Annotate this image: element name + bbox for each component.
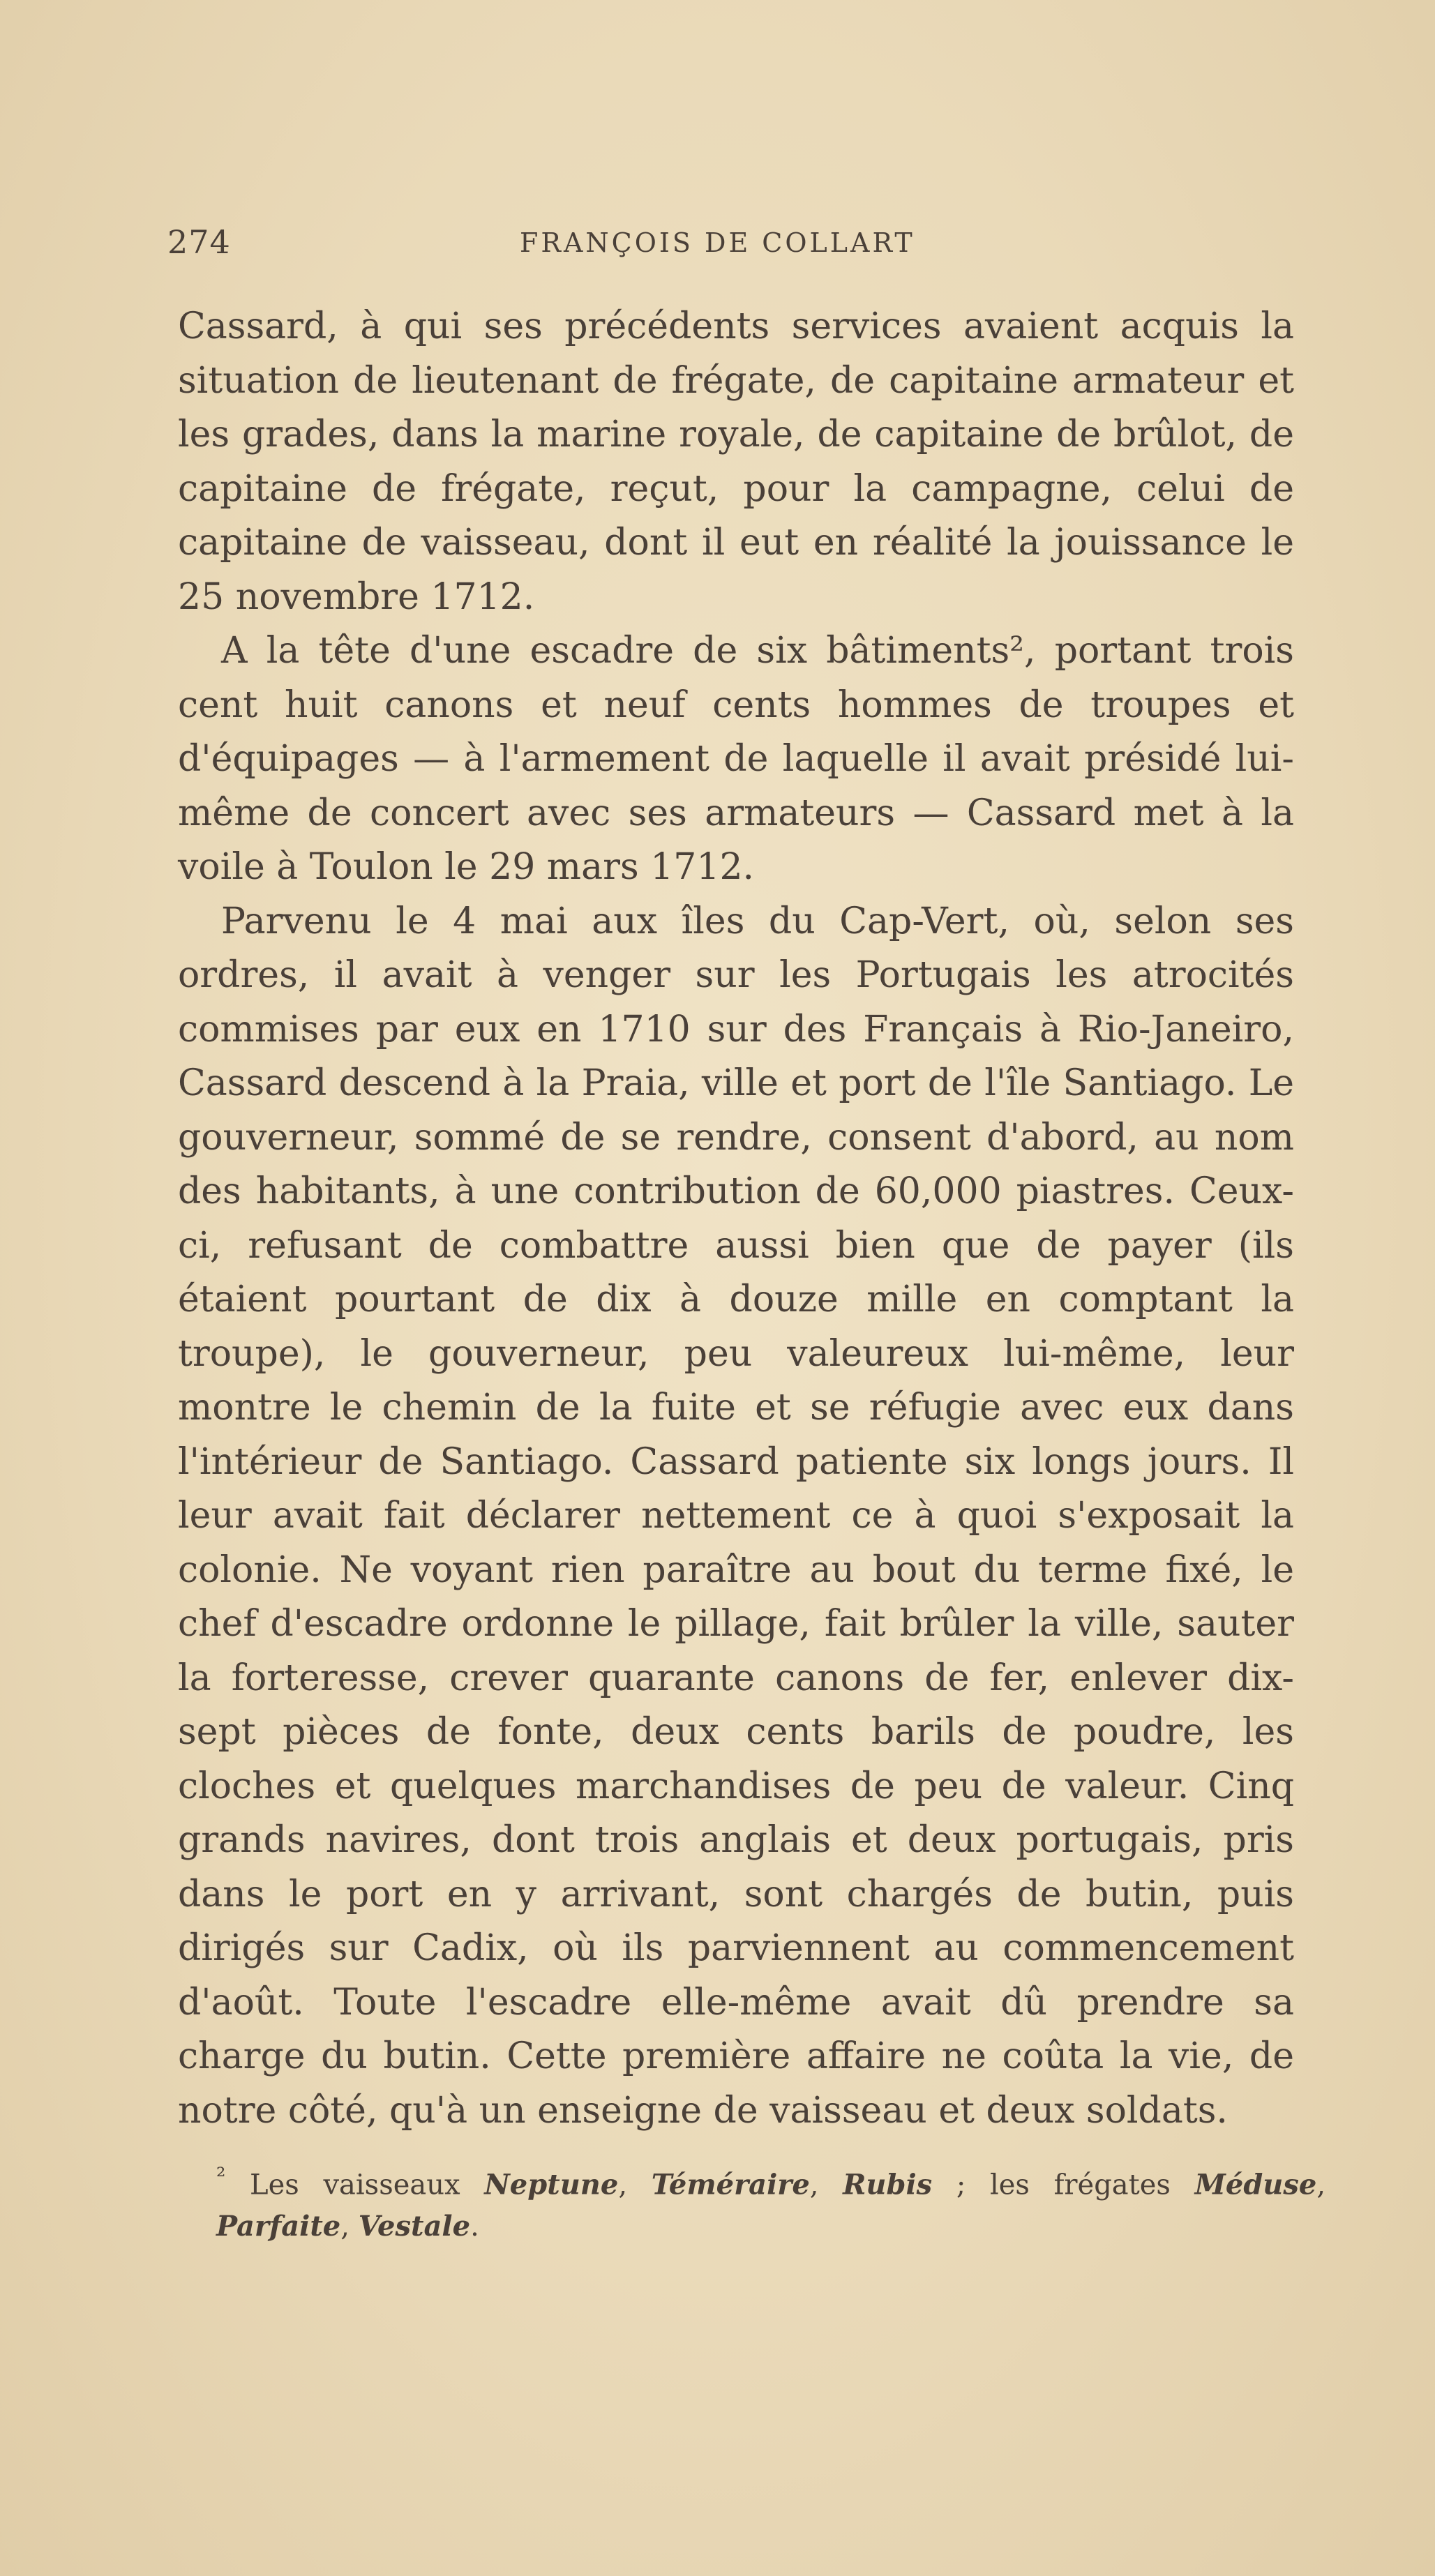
footnote-marker: ² bbox=[216, 2162, 226, 2190]
ship-name: Téméraire bbox=[651, 2168, 810, 2201]
body-text bbox=[178, 300, 1294, 2138]
paragraph: Parvenu le 4 mai aux îles du Cap-Vert, où, selon ses ordres, il avait à venger sur les Portugais les atrocités commises par eux en 1710 sur des Français à Rio-Janeiro, Cassard descend à la Praia, ville et port de l'île Santiago. Le gouverneur, sommé de se rendre, consent d'abord, au nom des habitants, à une contribution de 60,000 piastres. Ceux-ci, refusant de combattre aussi bien que de payer (ils étaient pourtant de dix à douze mille en comptant la troupe), le gouverneur, peu valeureux lui-même, leur montre le chemin de la fuite et se réfugie avec eux dans l'intérieur de Santiago. Cassard patiente six longs jours. Il leur avait fait déclarer nettement ce à quoi s'exposait la colonie. Ne voyant rien paraître au bout du terme fixé, le chef d'escadre ordonne le pillage, fait brûler la ville, sauter la forteresse, crever quarante canons de fer, enlever dix-sept pièces de fonte, deux cents barils de poudre, les cloches et quelques marchandises de peu de valeur. Cinq grands navires, dont trois anglais et deux portugais, pris dans le port en y arrivant, sont chargés de butin, puis dirigés sur Cadix, où ils parviennent au commencement d'août. Toute l'escadre elle-même avait dû prendre sa charge du butin. Cette première affaire ne coûta la vie, de notre côté, qu'à un enseigne de vaisseau et deux soldats. bbox=[178, 900, 1294, 2132]
ship-name: Neptune bbox=[484, 2168, 619, 2201]
page-header bbox=[167, 223, 1284, 272]
ship-name: Rubis bbox=[843, 2168, 933, 2201]
frigate-name: Parfaite bbox=[216, 2210, 341, 2243]
running-title: FRANÇOIS DE COLLART bbox=[520, 227, 915, 258]
footnote: $^{^2}$ Les vaisseaux Neptune, Téméraire, Rubis ; les frégates Méduse, Parfaite, Vestale. bbox=[216, 2162, 1326, 2243]
paragraph: A la tête d'une escadre de six bâtiments², portant trois cent huit canons et neuf cents hommes de troupes et d'équipages — à l'armement de laquelle il avait présidé lui-même de concert avec ses armateurs — Cassard met à la voile à Toulon le 29 mars 1712. bbox=[178, 630, 1294, 888]
page-number: 274 bbox=[167, 223, 231, 261]
footnote-frigates-label: les frégates bbox=[989, 2169, 1171, 2201]
frigate-name: Vestale bbox=[358, 2210, 471, 2243]
frigate-name: Méduse bbox=[1194, 2168, 1317, 2201]
paragraph: Cassard, à qui ses précédents services avaient acquis la situation de lieutenant de frégate, de capitaine armateur et les grades, dans la marine royale, de capitaine de brûlot, de capitaine de frégate, reçut, pour la campagne, celui de capitaine de vaisseau, dont il eut en réalité la jouissance le 25 novembre 1712. bbox=[178, 306, 1294, 618]
footnote-lead: Les vaisseaux bbox=[250, 2169, 460, 2201]
